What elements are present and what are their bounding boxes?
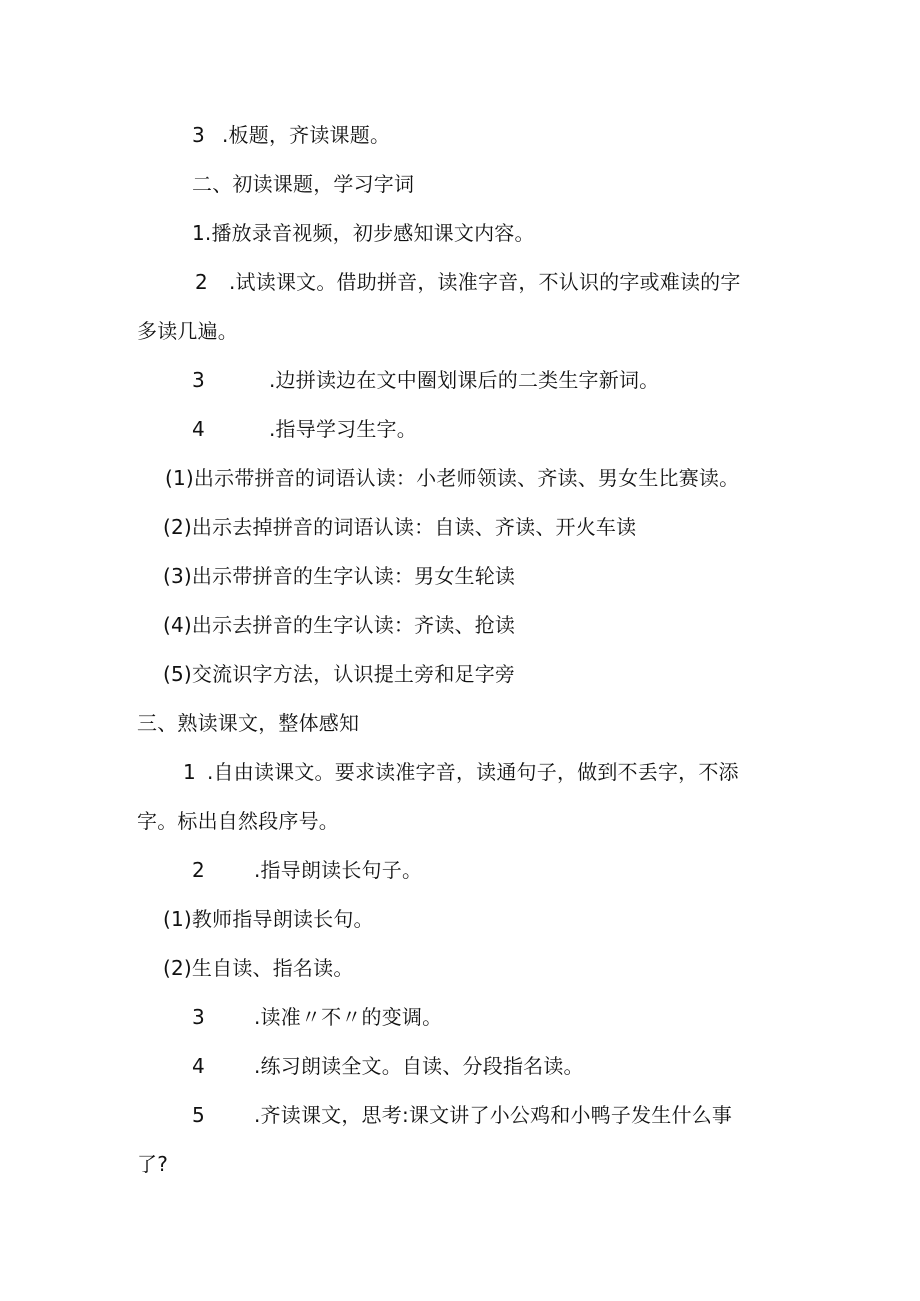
section-heading: 二、初读课题，学习字词	[192, 172, 415, 196]
step-text: .练习朗读全文。自读、分段指名读。	[254, 1054, 584, 1078]
step-text: .试读课文。借助拼音，读准字音，不认识的字或难读的字	[229, 270, 741, 294]
step-number: 4	[192, 1054, 205, 1078]
step-number: 5	[192, 1103, 205, 1127]
step-line: 1.播放录音视频，初步感知课文内容。	[192, 221, 535, 245]
step-continuation: 多读几遍。	[137, 319, 238, 343]
step-line	[192, 366, 659, 394]
step-continuation: 了?	[137, 1152, 169, 1176]
step-text: .指导朗读长句子。	[254, 858, 423, 882]
sub-item: (4)出示去拼音的生字认读：齐读、抢读	[163, 613, 516, 637]
step-line	[195, 268, 741, 296]
step-number: 2	[192, 858, 205, 882]
step-line	[192, 1101, 732, 1129]
step-text: .读准〃不〃的变调。	[254, 1005, 443, 1029]
step-number: 4	[192, 417, 205, 441]
step-line	[192, 856, 422, 884]
sub-item: (3)出示带拼音的生字认读：男女生轮读	[163, 564, 516, 588]
step-text: .板题，齐读课题。	[222, 123, 391, 147]
step-number: 3	[192, 368, 205, 392]
step-continuation: 字。标出自然段序号。	[137, 809, 339, 833]
step-line	[192, 415, 417, 443]
step-text: .自由读课文。要求读准字音，读通句子，做到不丢字，不添	[207, 760, 739, 784]
sub-item: (5)交流识字方法，认识提土旁和足字旁	[163, 662, 516, 686]
step-number: 1	[183, 760, 196, 784]
step-number: 3	[192, 123, 205, 147]
sub-item: (1)出示带拼音的词语认读：小老师领读、齐读、男女生比赛读。	[165, 466, 740, 490]
step-number: 2	[195, 270, 208, 294]
step-text: .指导学习生字。	[269, 417, 417, 441]
step-line	[192, 1052, 584, 1080]
sub-item: (1)教师指导朗读长句。	[163, 907, 374, 931]
step-text: .齐读课文，思考:课文讲了小公鸡和小鸭子发生什么事	[254, 1103, 733, 1127]
section-heading: 三、熟读课文，整体感知	[137, 711, 360, 735]
step-line	[192, 121, 390, 149]
step-line	[183, 758, 739, 786]
step-line	[192, 1003, 442, 1031]
sub-item: (2)出示去掉拼音的词语认读：自读、齐读、开火车读	[163, 515, 637, 539]
step-text: .边拼读边在文中圈划课后的二类生字新词。	[269, 368, 660, 392]
sub-item: (2)生自读、指名读。	[163, 956, 354, 980]
step-number: 3	[192, 1005, 205, 1029]
